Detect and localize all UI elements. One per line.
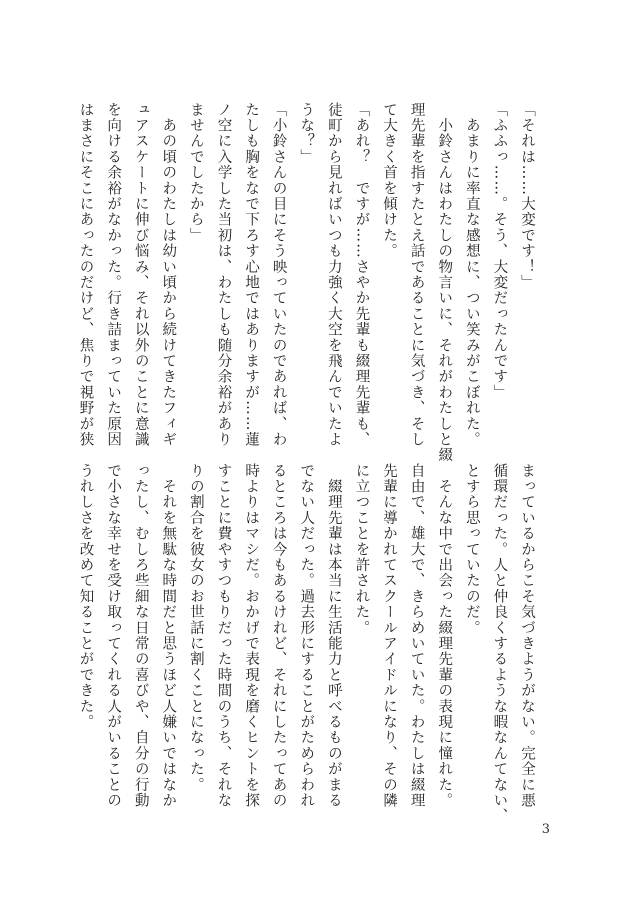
text-line: 循環だった。人と仲良くするような暇なんてない、 bbox=[491, 463, 508, 825]
text-line: 徒町から見ればいつも力強く大空を飛んでいたよ bbox=[325, 102, 342, 448]
text-line: るところは今もあるけれど、それにしたってあの bbox=[270, 463, 287, 809]
text-line: ノ空に入学した当初は、わたしも随分余裕があり bbox=[215, 102, 232, 448]
text-line: 小鈴さんはわたしの物言いに、それがわたしと綴 bbox=[436, 102, 453, 464]
text-line: うれしさを改めて知ることができた。 bbox=[77, 463, 94, 730]
text-block-lower bbox=[71, 463, 540, 825]
text-line: 綴理先輩は本当に生活能力と呼べるものがまる bbox=[325, 463, 342, 809]
text-line: 先輩に導かれてスクールアイドルになり、その隣 bbox=[381, 463, 398, 809]
text-block-upper bbox=[71, 102, 540, 464]
text-line: に立つことを許された。 bbox=[353, 463, 370, 636]
text-line: すことに費やすつもりだった時間のうち、それな bbox=[215, 463, 232, 809]
text-line: を向ける余裕がなかった。行き詰まっていた原因 bbox=[105, 102, 122, 448]
text-line: あの頃のわたしは幼い頃から続けてきたフィギ bbox=[160, 102, 177, 448]
page-number: 3 bbox=[541, 822, 550, 837]
text-line: ったし、むしろ些細な日常の喜びや、自分の行動 bbox=[132, 463, 149, 809]
text-line: で小さな幸せを受け取ってくれる人がいることの bbox=[105, 463, 122, 809]
text-line: 自由で、雄大で、きらめいていた。わたしは綴理 bbox=[408, 463, 425, 809]
text-line: 理先輩を指すたとえ話であることに気づき、そし bbox=[408, 102, 425, 448]
text-line: まっているからこそ気づきようがない。完全に悪 bbox=[519, 463, 535, 809]
text-line: 「あれ？ ですが……さやか先輩も綴理先輩も、 bbox=[353, 102, 370, 448]
text-line: 「ふふっ……。そう、大変だったんです」 bbox=[491, 102, 508, 401]
text-line: でない人だった。過去形にすることがためらわれ bbox=[298, 463, 315, 809]
text-line: 「それは……大変です！」 bbox=[519, 102, 535, 291]
text-line: 時よりはマシだ。おかげで表現を磨くヒントを探 bbox=[243, 463, 260, 809]
text-line: うな？」 bbox=[298, 102, 315, 165]
text-line: とすら思っていたのだ。 bbox=[463, 463, 480, 636]
text-line: ませんでしたから」 bbox=[187, 102, 204, 244]
text-line: 「小鈴さんの目にそう映っていたのであれば、わ bbox=[270, 102, 287, 448]
text-line: そんな中で出会った綴理先輩の表現に憧れた。 bbox=[436, 463, 453, 809]
text-line: て大きく首を傾けた。 bbox=[381, 102, 398, 259]
text-line: りの割合を彼女のお世話に割くことになった。 bbox=[187, 463, 204, 793]
text-line: あまりに率直な感想に、つい笑みがこぼれた。 bbox=[463, 102, 480, 448]
text-line: たしも胸をなで下ろす心地ではありますが……蓮 bbox=[243, 102, 260, 448]
text-line: それを無駄な時間だと思うほど人嫌いではなか bbox=[160, 463, 177, 809]
text-line: はまさにそこにあったのだけど、焦りで視野が狭 bbox=[77, 102, 94, 448]
text-line: ュアスケートに伸び悩み、それ以外のことに意識 bbox=[132, 102, 149, 448]
